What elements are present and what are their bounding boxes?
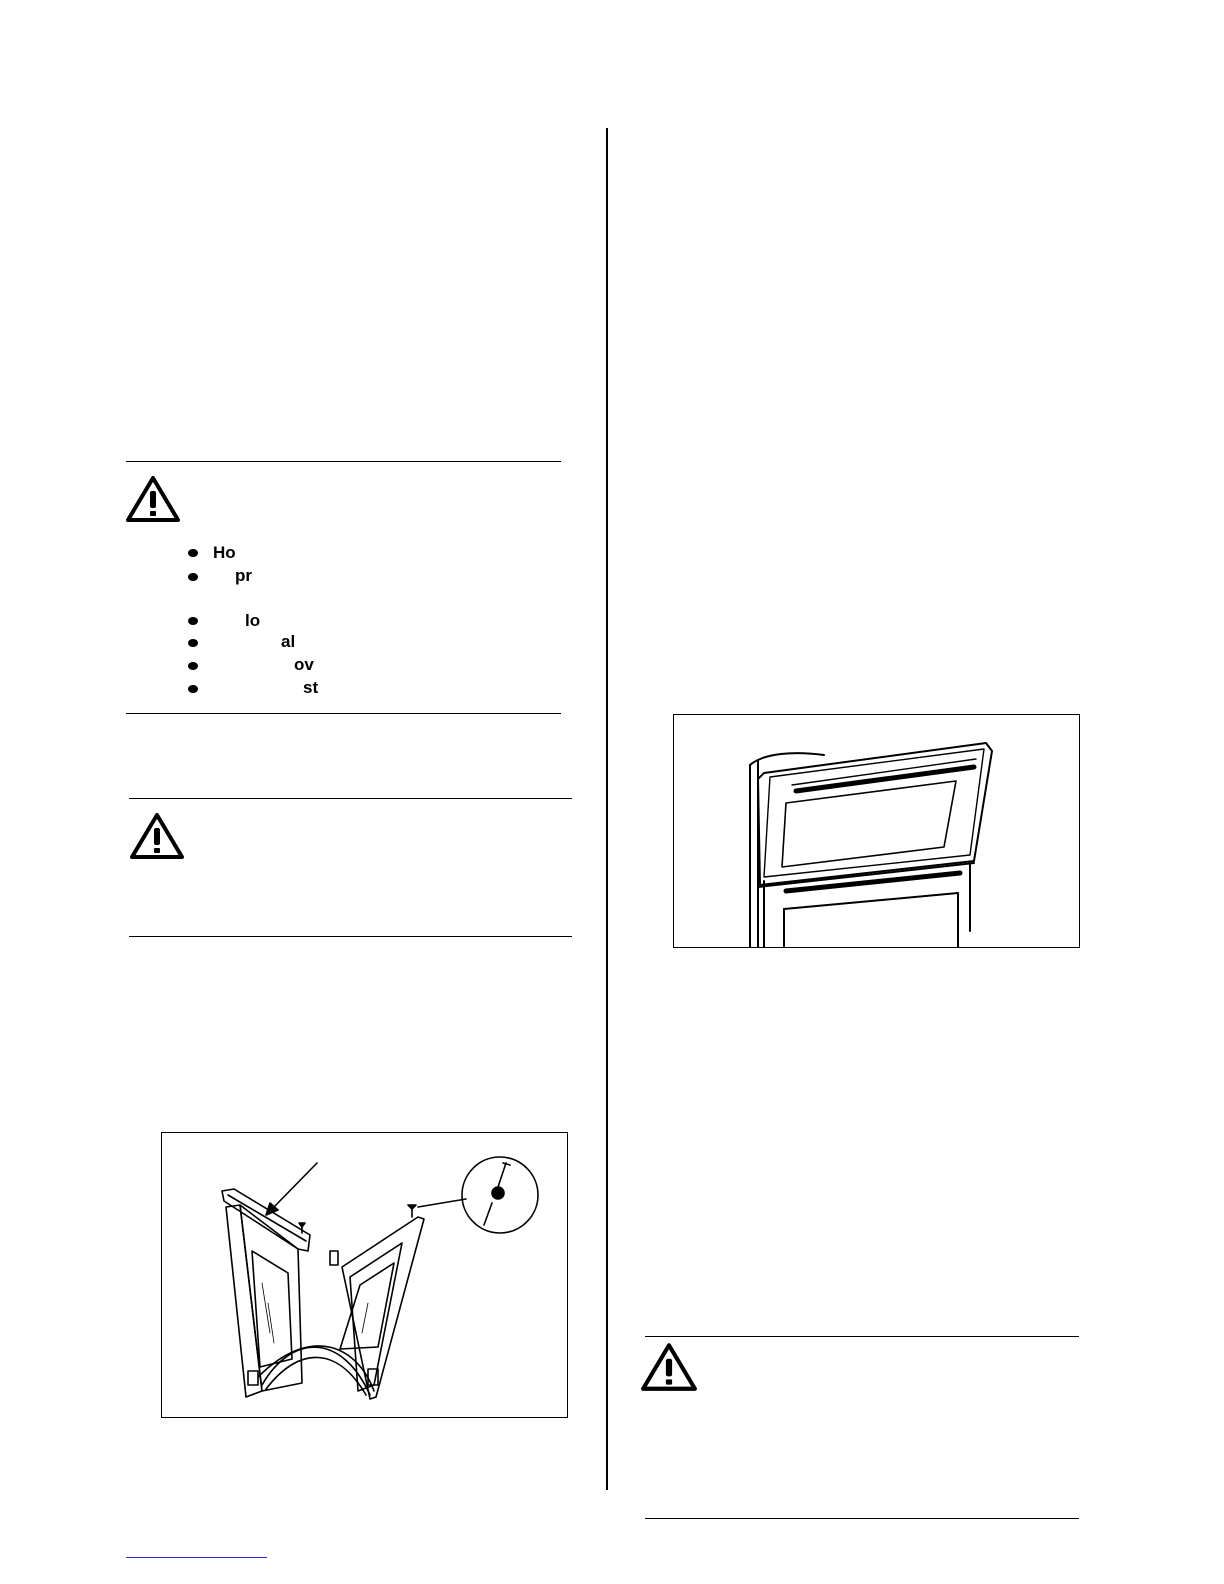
door-disassembly-drawing [162,1133,567,1417]
door-panel-drawing [674,715,1079,947]
warning-box-1-top-rule [126,461,561,462]
list-bullet [188,639,198,647]
list-item: st [303,678,319,697]
list-bullet [188,549,198,557]
list-bullet [188,662,198,670]
list-item: pr [235,566,252,585]
warning-triangle-icon [125,475,181,523]
figure-door-panel [673,714,1080,948]
warning-box-2-top-rule [129,798,572,799]
warning-triangle-icon [640,1342,698,1392]
footer-link-underline[interactable] [126,1557,267,1558]
list-item: ov [294,655,314,674]
column-divider [606,128,608,1490]
warning-box-2-bottom-rule [129,936,572,937]
warning-box-3-top-rule [645,1336,1079,1337]
list-bullet [188,617,198,625]
list-item: al [281,632,296,651]
list-item: lo [245,611,261,630]
warning-box-3-bottom-rule [645,1518,1079,1519]
list-bullet [188,573,198,581]
warning-triangle-icon [129,812,185,860]
figure-door-disassembly [161,1132,568,1418]
list-item: Ho [213,543,236,562]
list-bullet [188,685,198,693]
warning-box-1-bottom-rule [126,713,561,714]
